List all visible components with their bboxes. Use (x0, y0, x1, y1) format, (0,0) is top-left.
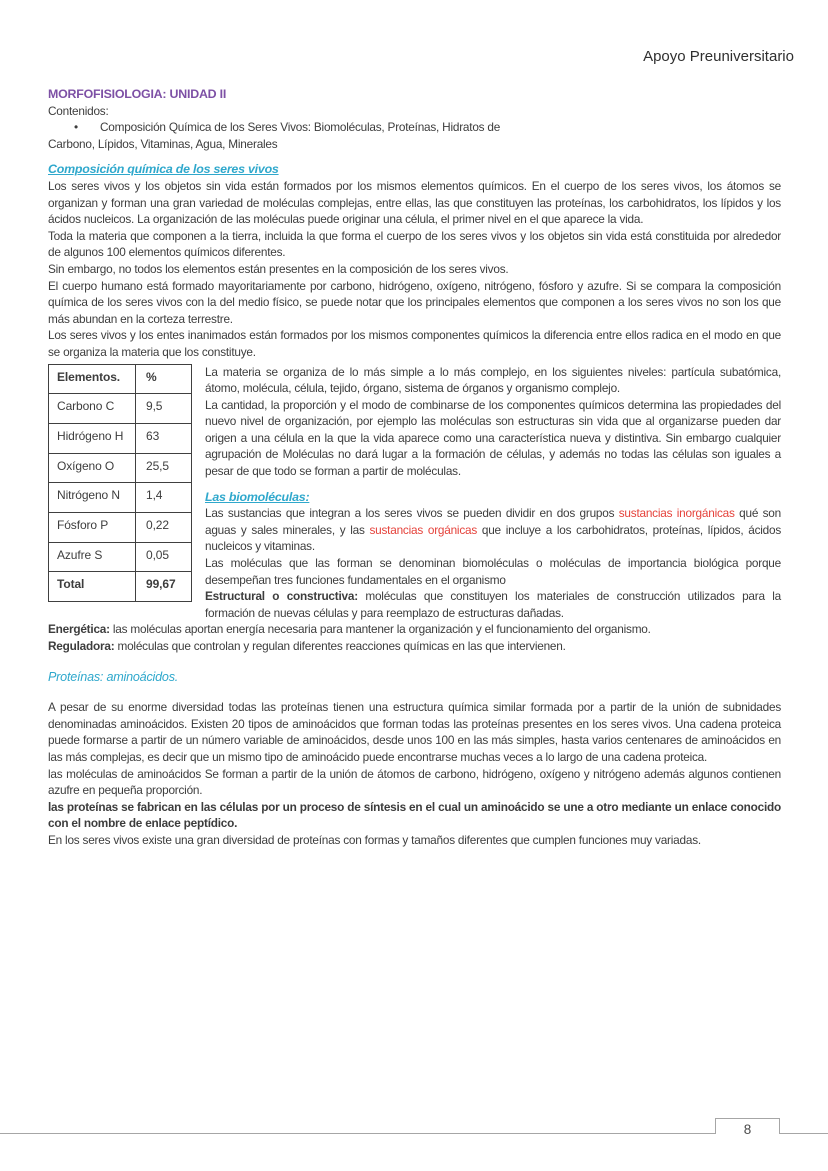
paragraph: El cuerpo humano está formado mayoritariamente por carbono, hidrógeno, oxígeno, nitrógeno, fósforo y azufre. Si se compara la composición química de los seres vivos con la del medio físico, se puede notar que los principales elementos que componen a los seres vivos no son los que más abundan en la corteza terrestre. (48, 278, 781, 326)
table-cell: Oxígeno O (49, 453, 136, 483)
highlight-red-text: sustancias orgánicas (369, 522, 478, 537)
table-cell: 99,67 (136, 572, 192, 602)
paragraph: Toda la materia que componen a la tierra, incluida la que forma el cuerpo de los seres vivos y los objetos sin vida está constituida por alrededor de algunos 100 elementos químicos diferentes. (48, 228, 781, 260)
paragraph: Las moléculas que las forman se denominan biomoléculas o moléculas de importancia biológica porque desempeñan tres funciones fundamentales en el organismo (205, 556, 781, 587)
table-cell: 0,05 (136, 542, 192, 572)
contents-bullet-item (48, 119, 781, 136)
paragraph: las moléculas de aminoácidos Se forman a partir de la unión de átomos de carbono, hidrógeno, oxígeno y nitrógeno además algunos contienen azufre en pequeña proporción. (48, 766, 781, 798)
table-cell: Total (49, 572, 136, 602)
table-row (49, 423, 192, 453)
highlight-red-text: sustancias inorgánicas (618, 506, 735, 521)
table-row (49, 394, 192, 424)
paragraph: Sin embargo, no todos los elementos están presentes en la composición de los seres vivos. (48, 261, 509, 276)
page-number-badge (715, 1118, 780, 1137)
bold-lead: Estructural o constructiva: (205, 589, 358, 604)
section-heading-biomoleculas: Las biomoléculas: (205, 489, 310, 504)
paragraph: La materia se organiza de lo más simple a lo más complejo, en los siguientes niveles: partícula subatómica, átomo, molécula, célula, tejido, órgano, sistema de órganos y organismo complejo. (205, 364, 781, 396)
table-row (49, 453, 192, 483)
table-cell: Fósforo P (49, 512, 136, 542)
bullet-item-text-continued: Carbono, Lípidos, Vitaminas, Agua, Minerales (48, 136, 278, 151)
paragraph-energetica (48, 621, 781, 638)
table-row (49, 483, 192, 513)
page-number: 8 (743, 1122, 752, 1137)
paragraph-text: Las sustancias que integran a los seres vivos se pueden dividir en dos grupos (205, 506, 619, 521)
table-cell: 0,22 (136, 512, 192, 542)
table-header-cell: Elementos. (49, 364, 136, 394)
paragraph: A pesar de su enorme diversidad todas las proteínas tienen una estructura química similar formada por a partir de la unión de subnidades denominadas aminoácidos. Existen 20 tipos de aminoácidos que forman todas las proteínas presentes en los seres vivos. Una cadena proteica puede formarse a partir de un número variable de aminoácidos, desde unos 100 en las más simples, hasta varios centenares de aminoácidos en las más complejas, es decir que un mismo tipo de aminoácido puede encontrarse muchas veces a lo largo de una cadena proteica. (48, 700, 781, 764)
section-heading-proteinas: Proteínas: aminoácidos. (48, 669, 179, 684)
table-cell: 1,4 (136, 483, 192, 513)
table-cell: 63 (136, 423, 192, 453)
paragraph-text: moléculas que constituyen los materiales de construcción utilizados para la formación de nuevas células y para reemplazo de estructuras dañadas. (205, 589, 781, 620)
table-header-cell: % (136, 364, 192, 394)
table-header-row (49, 364, 192, 394)
paragraph-text: qué son aguas y sales minerales, y las (205, 506, 781, 537)
table-cell: Azufre S (49, 542, 136, 572)
table-cell: Nitrógeno N (49, 483, 136, 513)
paragraph-text: que incluye a los carbohidratos, proteínas, lípidos, ácidos nucleicos y vitaminas. (205, 522, 782, 554)
paragraph: Los seres vivos y los objetos sin vida están formados por los mismos elementos químicos. En el cuerpo de los seres vivos, los átomos se organizan y forman una gran variedad de moléculas complejas, entre ellas, las que constituyen las proteínas, los carbohidratos, los lípidos y los ácidos nucleicos. La organización de las moléculas puede originar una célula, el primer nivel en el que aparece la vida. (48, 178, 781, 227)
table-cell: Hidrógeno H (49, 423, 136, 453)
table-cell: 9,5 (136, 394, 192, 424)
bold-lead: Reguladora: (48, 639, 115, 653)
footer-rule (0, 1133, 828, 1134)
table-cell: 25,5 (136, 453, 192, 483)
paragraph-text: las moléculas aportan energía necesaria para mantener la organización y el funcionamiento del organismo. (109, 622, 651, 637)
bullet-item-text: Composición Química de los Seres Vivos: Biomoléculas, Proteínas, Hidratos de (100, 120, 501, 135)
paragraph-reguladora (48, 638, 781, 655)
paragraph: La cantidad, la proporción y el modo de combinarse de los componentes químicos determina las propiedades del nuevo nivel de organización, por ejemplo las moléculas son estructuras sin vida que al organizarse pueden dar origen a una célula en la que la vida aparece como una característica nueva y distintiva. Sin embargo cualquier agrupación de Moléculas no dará lugar a la formación de células, y además no todas las células son iguales a pesar de que todo se forman a partir de moléculas. (205, 397, 781, 479)
table-row (49, 512, 192, 542)
paragraph-bold: las proteínas se fabrican en las células por un proceso de síntesis en el cual un aminoácido se une a otro mediante un enlace conocido con el nombre de enlace peptídico. (48, 799, 781, 831)
elements-table (48, 364, 192, 603)
bold-lead: Energética: (48, 622, 110, 637)
table-and-wrapped-text (48, 364, 781, 655)
page-header-right: Apoyo Preuniversitario (643, 48, 794, 65)
paragraph: Los seres vivos y los entes inanimados están formados por los mismos componentes químicos la diferencia entre ellos radica en el modo en que se organiza la materia que los constituye. (48, 328, 781, 359)
paragraph-text: moléculas que controlan y regulan diferentes reacciones químicas en las que intervienen. (114, 639, 566, 653)
table-total-row (49, 572, 192, 602)
document-body (48, 86, 781, 849)
unit-title: MORFOFISIOLOGIA: UNIDAD II (48, 87, 227, 101)
bullet-icon: • (74, 120, 78, 135)
table-cell: Carbono C (49, 394, 136, 424)
section-heading-composicion: Composición química de los seres vivos (48, 162, 279, 177)
table-row (49, 542, 192, 572)
contents-label: Contenidos: (48, 103, 109, 118)
paragraph: En los seres vivos existe una gran diversidad de proteínas con formas y tamaños diferentes que cumplen funciones muy variadas. (48, 832, 701, 847)
